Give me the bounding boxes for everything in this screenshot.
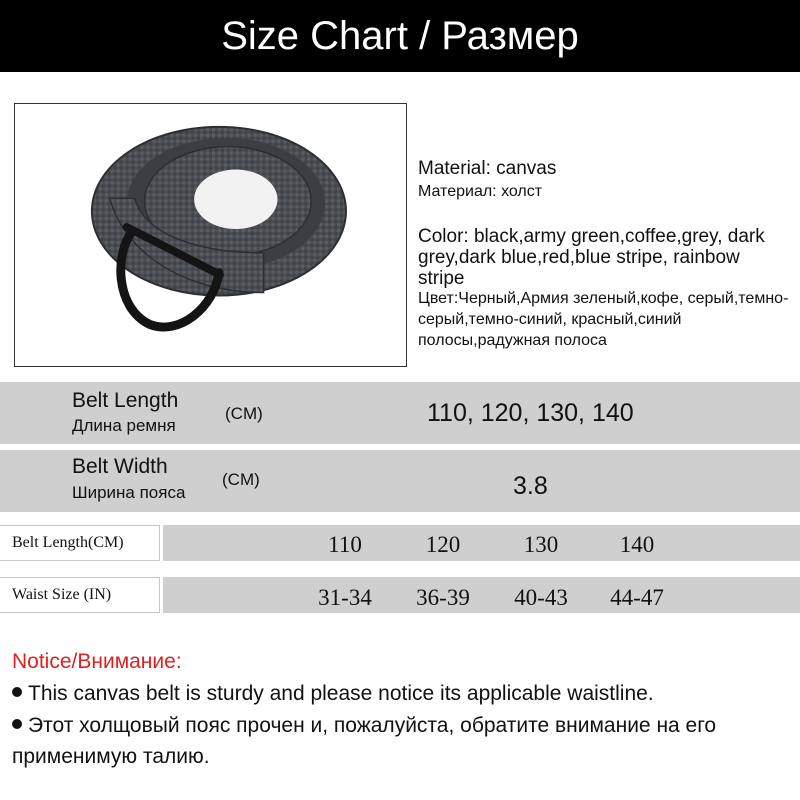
table-cell: 44-47 <box>610 585 664 610</box>
table-cell: 110 <box>328 532 362 557</box>
belt-length-unit: (CM) <box>225 404 263 423</box>
notice-bullet-text: Этот холщовый пояс прочен и, пожалуйста, обратите внимание на его применимую талию. <box>12 714 717 768</box>
belt-width-value: 3.8 <box>513 472 548 500</box>
table-cell: 130 <box>523 532 559 557</box>
belt-length-label: Belt Length <box>72 389 179 412</box>
table-cell: 40-43 <box>514 585 568 610</box>
belt-length-band <box>0 382 800 444</box>
table-row-label: Belt Length(CM) <box>12 534 124 551</box>
table-row-label-box <box>0 577 160 613</box>
product-photo <box>14 103 407 367</box>
notice-bullet <box>12 710 797 772</box>
table-row <box>163 577 800 613</box>
belt-width-unit: (CM) <box>222 470 260 489</box>
material-ru: Материал: холст <box>418 183 543 200</box>
belt-width-label: Belt Width <box>72 455 168 478</box>
bullet-dot-icon <box>12 687 22 697</box>
table-cell: 140 <box>619 532 655 557</box>
notice-title: Notice/Внимание: <box>12 650 182 673</box>
belt-icon <box>15 104 406 366</box>
material-en: Material: canvas <box>418 158 557 179</box>
color-en: Color: black,army green,coffee,grey, dark grey,dark blue,red,blue stripe, rainbow stripe <box>418 226 765 289</box>
page-title: Size Chart / Размер <box>221 13 579 58</box>
color-ru: Цвет:Черный,Армия зеленый,кофе, серый,темно-серый,темно-синий, красный,синий полосы,радужная полоса <box>418 290 789 349</box>
table-cell: 120 <box>425 532 461 557</box>
notice-bullet <box>12 678 797 709</box>
table-cell: 31-34 <box>318 585 372 610</box>
table-row <box>163 525 800 561</box>
page-header <box>0 0 800 72</box>
belt-length-label-ru: Длина ремня <box>72 416 176 435</box>
belt-length-value: 110, 120, 130, 140 <box>427 399 634 427</box>
table-cell: 36-39 <box>416 585 470 610</box>
bullet-dot-icon <box>12 719 22 729</box>
table-row-label: Waist Size (IN) <box>12 586 112 603</box>
notice-bullet-text: This canvas belt is sturdy and please notice its applicable waistline. <box>28 682 654 705</box>
belt-width-band <box>0 450 800 512</box>
belt-width-label-ru: Ширина пояса <box>72 483 186 502</box>
table-row-label-box <box>0 525 160 561</box>
